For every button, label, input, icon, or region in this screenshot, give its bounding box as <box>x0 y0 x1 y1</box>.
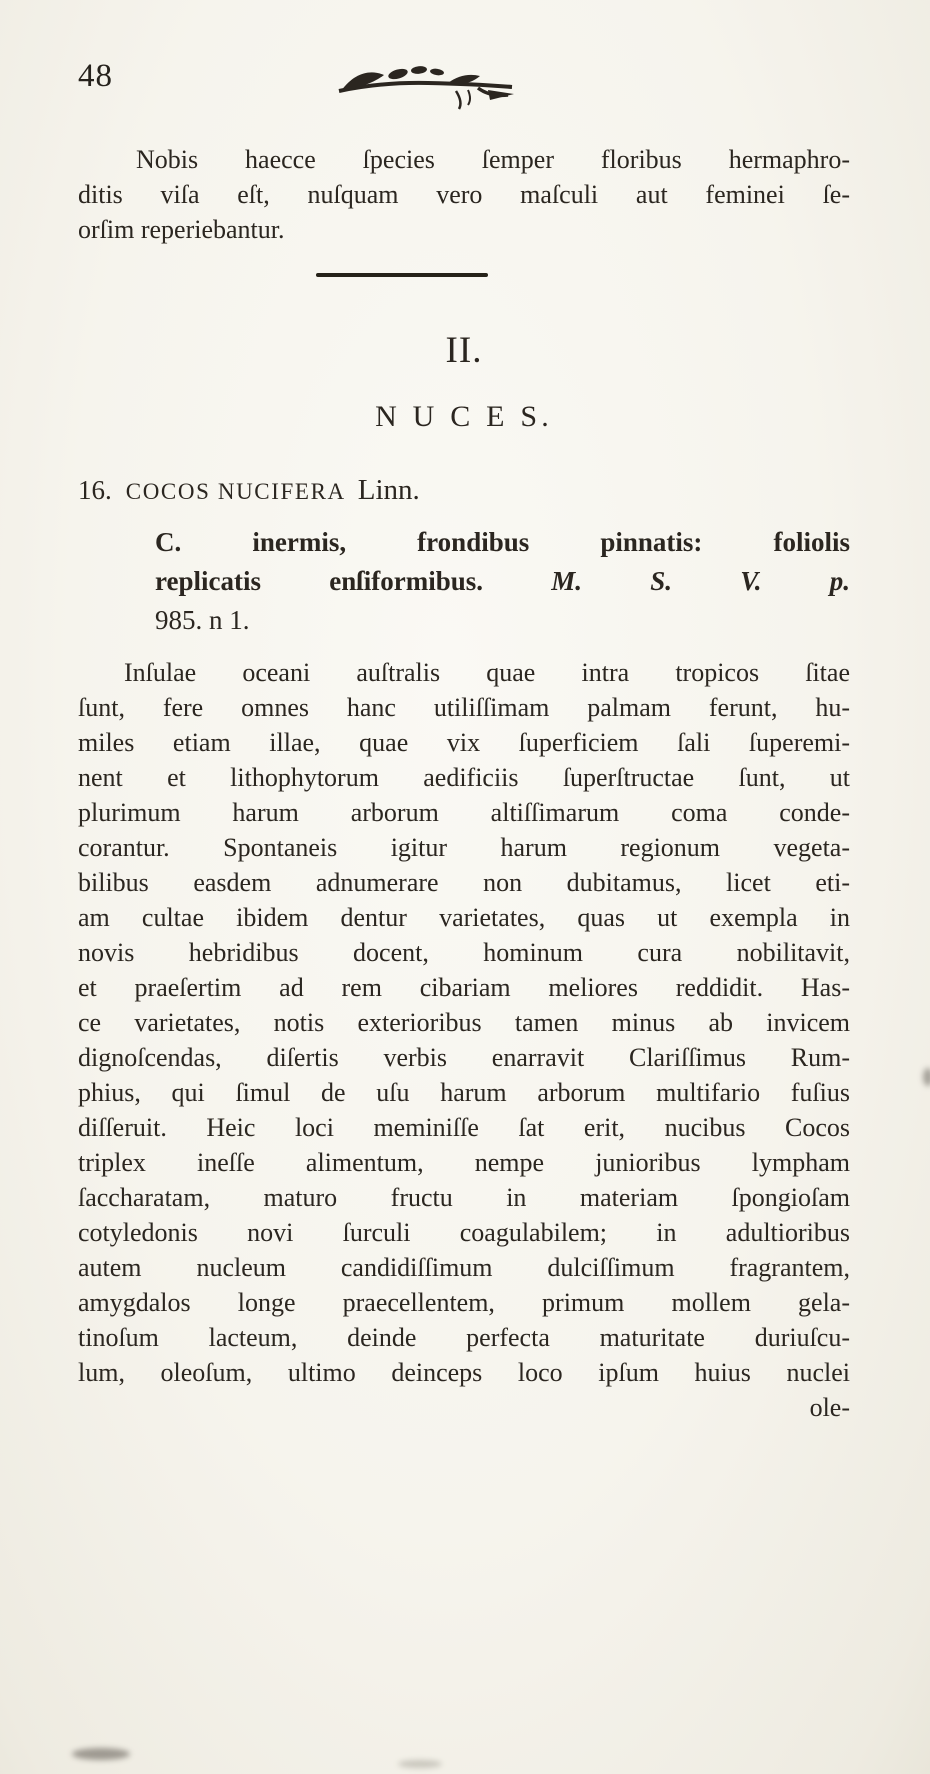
page-header <box>78 58 850 116</box>
text-line: ſaccharatam, maturo fructu in materiam ſpongioſam <box>78 1183 850 1212</box>
text-line: corantur. Spontaneis igitur harum regionum vegeta- <box>78 833 850 862</box>
description-line-2-italic: M. S. V. p. <box>551 566 850 596</box>
page-content <box>78 58 850 1425</box>
text-line: novis hebridibus docent, hominum cura nobilitavit, <box>78 938 850 967</box>
species-description <box>155 523 850 640</box>
paper-smudge <box>72 1748 130 1760</box>
description-line-3: 985. n 1. <box>155 605 250 635</box>
entry-heading <box>78 474 850 507</box>
text-line: am cultae ibidem dentur varietates, quas ut exempla in <box>78 903 850 932</box>
section-number: II. <box>445 330 483 371</box>
description-line-2 <box>155 562 850 601</box>
paper-smudge <box>398 1760 442 1768</box>
text-line: Inſulae oceani auſtralis quae intra tropicos ſitae <box>124 658 850 687</box>
text-line: tinoſum lacteum, deinde perfecta maturitate duriuſcu- <box>78 1323 850 1352</box>
text-line: ditis viſa eſt, nuſquam vero maſculi aut feminei ſe- <box>78 180 850 209</box>
paper-smudge <box>923 1068 930 1086</box>
species-author: Linn. <box>357 474 420 506</box>
header-ornament-icon <box>336 60 516 112</box>
text-line: dignoſcendas, diſertis verbis enarravit Clariſſimus Rum- <box>78 1043 850 1072</box>
description-line-2-bold: replicatis enſiformibus. <box>155 566 483 596</box>
text-line: amygdalos longe praecellentem, primum mollem gela- <box>78 1288 850 1317</box>
page-number: 48 <box>78 58 113 94</box>
text-line: ſunt, fere omnes hanc utiliſſimam palmam ferunt, hu- <box>78 693 850 722</box>
catchword: ole- <box>809 1393 850 1422</box>
text-line: orſim reperiebantur. <box>78 215 285 244</box>
text-line: et praeſertim ad rem cibariam meliores reddidit. Has- <box>78 973 850 1002</box>
section-divider <box>316 273 488 277</box>
text-line: bilibus easdem adnumerare non dubitamus, licet eti- <box>78 868 850 897</box>
entry-number: 16. <box>78 475 112 505</box>
text-line: cotyledonis novi ſurculi coagulabilem; in adultioribus <box>78 1218 850 1247</box>
description-line-1: C. inermis, frondibus pinnatis: foliolis <box>155 527 850 557</box>
species-name: COCOS NUCIFERA <box>125 479 346 504</box>
text-line: nent et lithophytorum aedificiis ſuperſtructae ſunt, ut <box>78 763 850 792</box>
text-line: diſſeruit. Heic loci meminiſſe ſat erit, nucibus Cocos <box>78 1113 850 1142</box>
text-line: autem nucleum candidiſſimum dulciſſimum fragrantem, <box>78 1253 850 1282</box>
text-line: miles etiam illae, quae vix ſuperficiem ſali ſuperemi- <box>78 728 850 757</box>
section-title: N U C E S. <box>375 400 553 433</box>
text-line: Nobis haecce ſpecies ſemper floribus hermaphro- <box>136 145 850 174</box>
text-line: triplex ineſſe alimentum, nempe junioribus lympham <box>78 1148 850 1177</box>
text-line: plurimum harum arborum altiſſimarum coma conde- <box>78 798 850 827</box>
text-line: lum, oleoſum, ultimo deinceps loco ipſum huius nuclei <box>78 1358 850 1387</box>
text-line: phius, qui ſimul de uſu harum arborum multifario fuſius <box>78 1078 850 1107</box>
body-paragraph <box>78 655 850 1390</box>
intro-paragraph <box>78 142 850 247</box>
text-line: ce varietates, notis exterioribus tamen minus ab invicem <box>78 1008 850 1037</box>
